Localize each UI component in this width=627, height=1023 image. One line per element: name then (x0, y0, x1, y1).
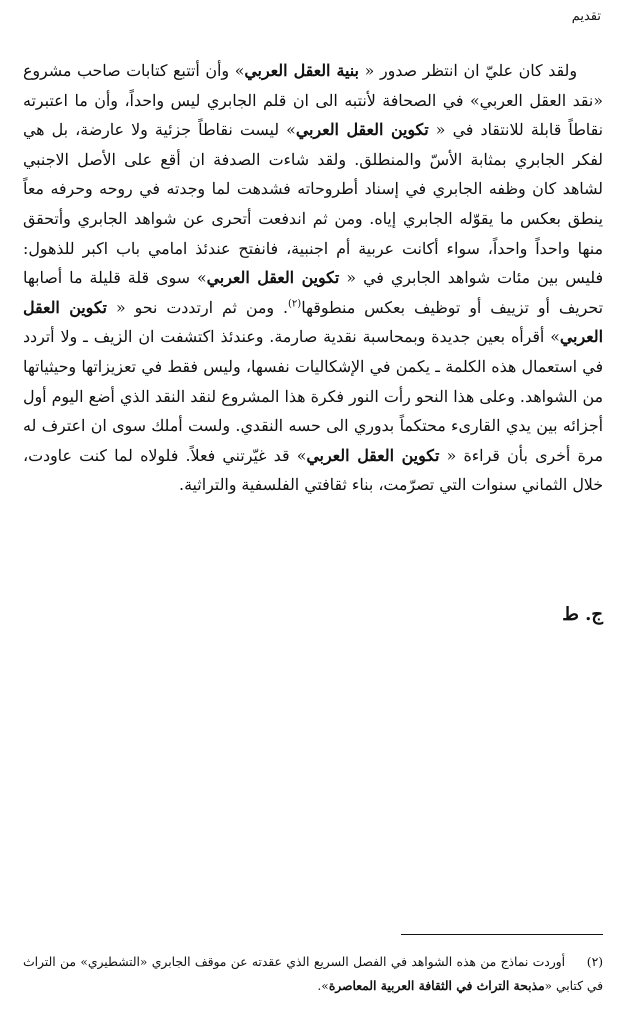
text-run: » وأن أتتبع كتابات صاحب مشروع «نقد العقل العربي» في الصحافة لأنتبه الى ان قلم الجابري ليس واحداً، وأن ما اعتبرته نقاطاً قابلة للانتقاد في « (23, 61, 603, 140)
book-title: بنية العقل العربي (244, 61, 359, 80)
body-paragraph (23, 56, 603, 500)
author-signature: ج. ط (562, 604, 603, 625)
text-run: » ليست نقاطاً جزئية ولا عارضة، بل هي لفكر الجابري بمثابة الأسّ والمنطلق. ولقد شاءت الصدفة ان أقع على الأصل الاجنبي لشاهد كان وظفه الجابري في إسناد أطروحاته فشدهت لما وجدته في روحه وحرفه معاً ينطق بعكس ما يقوّله الجابري إياه. ومن ثم اندفعت أتحرى عن شواهد الجابري وأتحقق منها واحداً واحداً، سواء أكانت عربية أم اجنبية، فانفتح عندئذ امامي باب اكبر للذهول: فليس بين مئات شواهد الجابري في « (23, 120, 603, 288)
footnote (23, 950, 603, 998)
text-run: » قد غيّرتني فعلاً. فلولاه لما كنت عاودت، خلال الثماني سنوات التي تصرّمت، بناء ثقافتي الفلسفية والتراثية. (23, 445, 603, 495)
text-run: » سوى قلة قليلة ما أصابها تحريف أو تزييف أو توظيف بعكس منطوقها (23, 268, 603, 317)
footnote-separator (401, 934, 603, 935)
text-run: » أقرأه بعين جديدة وبمحاسبة نقدية صارمة. وعندئذ اكتشفت ان الزيف ـ ولا أتردد في استعمال هذه الكلمة ـ يكمن في الإشكاليات نفسها، وليس فقط في تعزيزاتها وحيثياتها من الشواهد. وعلى هذا النحو رأت النور فكرة هذا المشروع لنقد النقد الذي أضع اليوم أول أجزائه بين يدي القارىء محتكماً بدوري الى حسه النقدي. ولست أملك سوى ان اعترف له مرة أخرى بأن قراءة « (23, 327, 603, 465)
book-title: تكوين العقل العربي (206, 268, 340, 288)
footnote-marker: (٢) (586, 955, 603, 969)
book-title: تكوين العقل العربي (23, 297, 603, 347)
footnote-text-run: أوردت نماذج من هذه الشواهد في الفصل السريع الذي عقدته عن موقف الجابري «التشطيري» من التراث في كتابي « (23, 955, 603, 993)
footnote-reference: (٢) (288, 298, 302, 310)
book-title: تكوين العقل العربي (306, 445, 440, 465)
text-run: . ومن ثم ارتددت نحو « (106, 297, 288, 317)
running-header: تقديم (571, 9, 601, 24)
footnote-book-title: مذبحة التراث في الثقافة العربية المعاصرة (328, 978, 545, 993)
book-title: تكوين العقل العربي (295, 120, 429, 140)
text-run: ولقد كان عليّ ان انتظر صدور « (358, 61, 577, 80)
footnote-text-run: ». (317, 979, 329, 993)
